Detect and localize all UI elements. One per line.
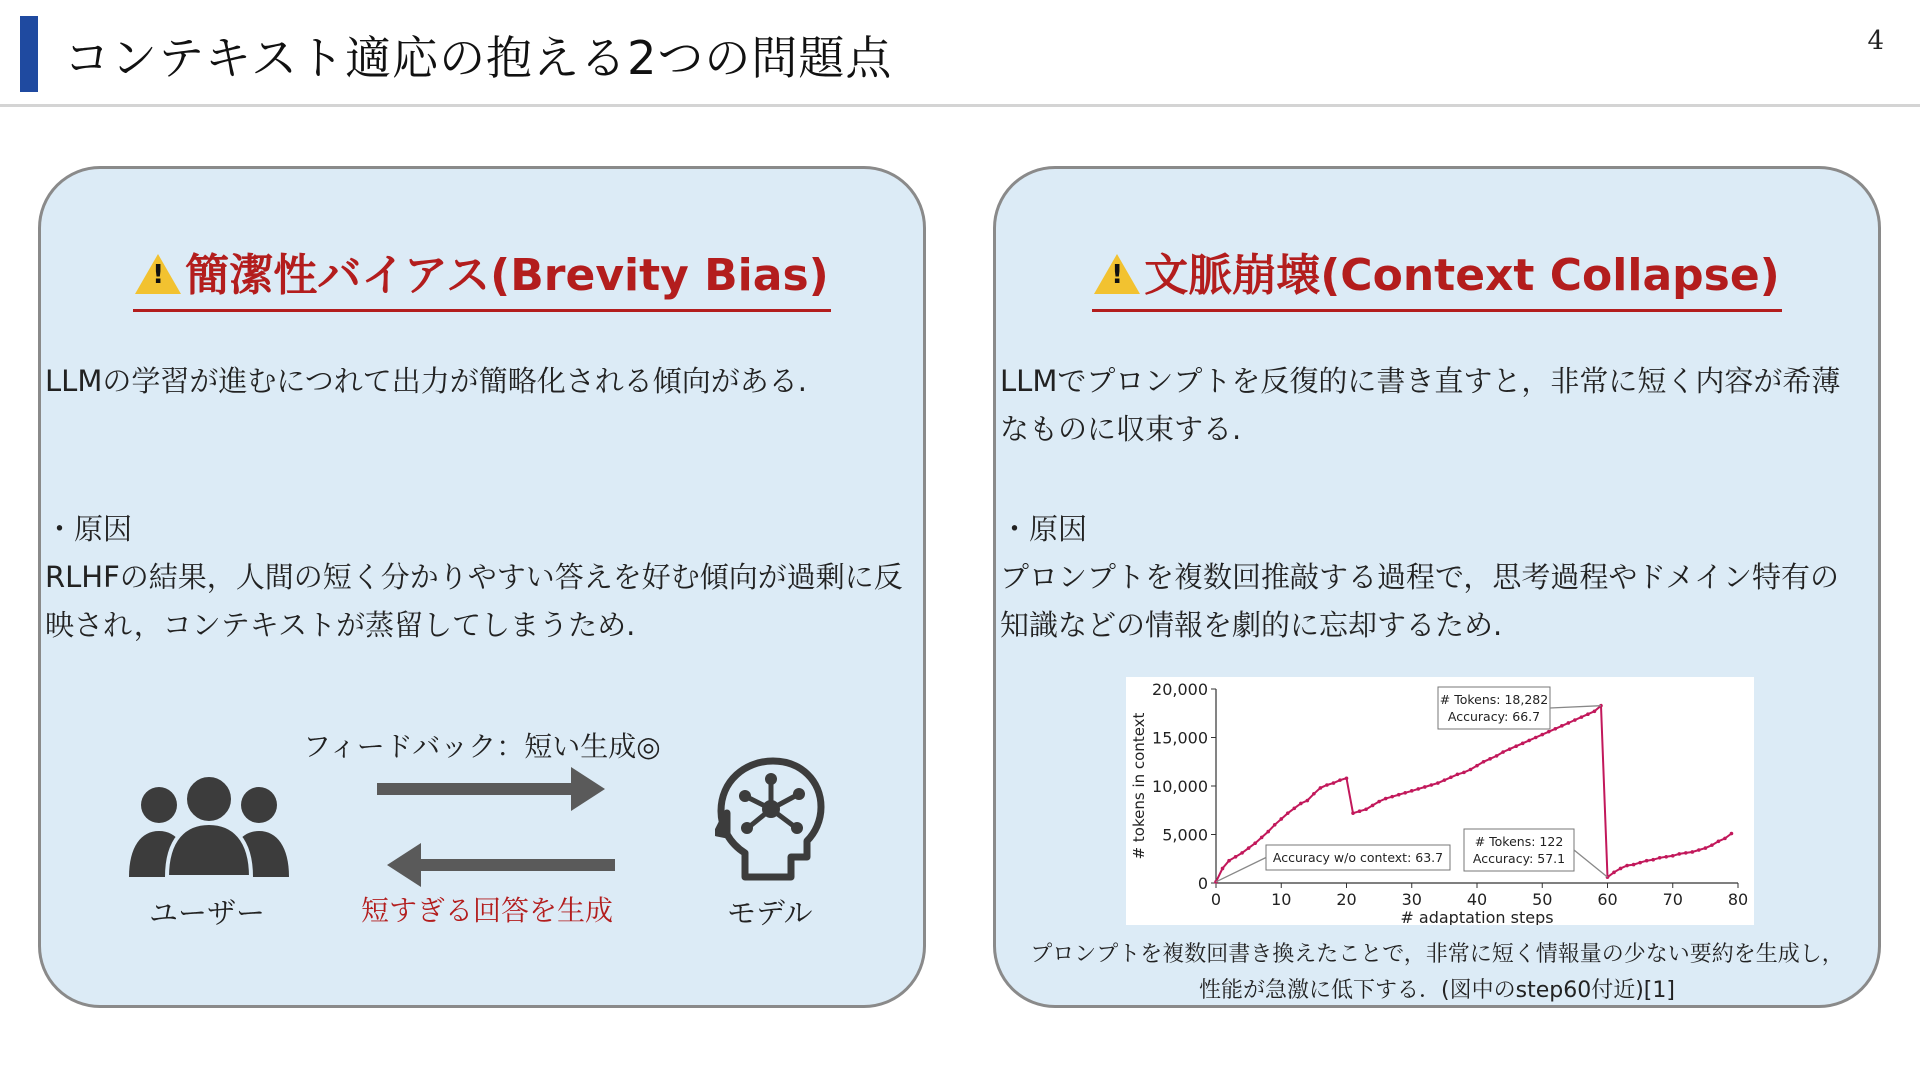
data-point <box>1253 841 1257 845</box>
data-point <box>1247 846 1251 850</box>
data-point <box>1456 773 1460 777</box>
data-point <box>1632 863 1636 867</box>
annotation-text: Accuracy: 66.7 <box>1447 709 1541 724</box>
data-point <box>1482 760 1486 764</box>
data-point <box>1410 789 1414 793</box>
data-point <box>1619 867 1623 871</box>
data-point <box>1534 736 1538 740</box>
annotation-text: Accuracy w/o context: 63.7 <box>1272 850 1444 865</box>
data-point <box>1436 781 1440 785</box>
y-tick-label: 0 <box>1197 874 1208 893</box>
annotation-text: # Tokens: 122 <box>1474 834 1564 849</box>
data-point <box>1221 867 1225 871</box>
data-point <box>1469 768 1473 772</box>
cause-heading: ・原因 <box>45 512 133 546</box>
data-point <box>1508 747 1512 751</box>
x-axis-label: # adaptation steps <box>1400 908 1554 925</box>
data-point <box>1697 848 1701 852</box>
data-point <box>1593 710 1597 714</box>
y-tick-label: 15,000 <box>1152 728 1208 748</box>
data-point <box>1286 811 1290 815</box>
data-point <box>1677 852 1681 856</box>
data-point <box>1312 792 1316 796</box>
data-point <box>1325 783 1329 787</box>
y-tick-label: 20,000 <box>1152 680 1208 699</box>
data-point <box>1351 811 1355 815</box>
data-point <box>1345 776 1349 780</box>
brevity-bias-title <box>41 239 923 312</box>
model-label: モデル <box>727 896 813 930</box>
context-collapse-description: LLMでプロンプトを反復的に書き直すと，非常に短く内容が希薄なものに収束する. <box>1000 364 1841 446</box>
warning-icon: ! <box>1094 254 1140 294</box>
y-tick-label: 5,000 <box>1162 825 1208 845</box>
caption-line-1: プロンプトを複数回書き換えたことで，非常に短く情報量の少ない要約を生成し， <box>1030 942 1844 967</box>
tokens-chart <box>1126 677 1754 925</box>
data-point <box>1651 858 1655 862</box>
x-tick-label: 40 <box>1466 890 1488 909</box>
x-tick-label: 50 <box>1532 890 1553 909</box>
x-tick-label: 60 <box>1597 890 1618 909</box>
cause-heading: ・原因 <box>1000 512 1088 546</box>
data-point <box>1449 775 1453 779</box>
data-point <box>1521 742 1525 746</box>
data-point <box>1430 783 1434 787</box>
data-point <box>1338 778 1342 782</box>
title-accent-bar <box>20 16 38 92</box>
data-point <box>1547 730 1551 734</box>
right-arrow <box>377 783 575 795</box>
data-point <box>1371 804 1375 808</box>
data-point <box>1671 854 1675 858</box>
cause-text: プロンプトを複数回推敲する過程で，思考過程やドメイン特有の知識などの情報を劇的に忘却するため. <box>1000 560 1839 642</box>
cause-text: RLHFの結果，人間の短く分かりやすい答えを好む傾向が過剰に反映され，コンテキストが蒸留してしまうため. <box>45 560 903 642</box>
x-tick-label: 10 <box>1271 890 1292 909</box>
data-point <box>1495 754 1499 758</box>
annotation-text: # Tokens: 18,282 <box>1439 692 1549 707</box>
header-divider <box>0 104 1920 107</box>
warning-icon: ! <box>135 254 181 294</box>
left-arrow <box>417 859 615 871</box>
data-point <box>1488 757 1492 761</box>
ai-head-icon <box>715 757 827 881</box>
data-point <box>1573 718 1577 722</box>
annotation-arrow <box>1574 850 1608 877</box>
chart-caption <box>996 937 1878 1009</box>
data-point <box>1293 807 1297 811</box>
tokens-chart-svg <box>1126 677 1754 925</box>
data-point <box>1664 855 1668 859</box>
data-point <box>1514 744 1518 748</box>
page-title: コンテキスト適応の抱える2つの問題点 <box>64 31 893 85</box>
brevity-bias-cause <box>45 505 909 649</box>
data-point <box>1240 851 1244 855</box>
data-point <box>1273 823 1277 827</box>
caption-line-2: 性能が急激に低下する．(図中のstep60付近)[1] <box>1199 978 1675 1003</box>
brevity-bias-title-text: 簡潔性バイアス(Brevity Bias) <box>185 250 829 301</box>
data-point <box>1384 797 1388 801</box>
data-point <box>1364 807 1368 811</box>
data-point <box>1462 771 1466 775</box>
feedback-arrow-label: フィードバック：短い生成◎ <box>303 730 661 763</box>
data-point <box>1691 850 1695 854</box>
user-label: ユーザー <box>149 896 266 930</box>
context-collapse-title-text: 文脈崩壊(Context Collapse) <box>1144 250 1780 301</box>
data-point <box>1319 786 1323 790</box>
data-point <box>1358 809 1362 813</box>
short-answer-arrow-label: 短すぎる回答を生成 <box>361 894 614 927</box>
data-point <box>1580 715 1584 719</box>
data-point <box>1527 739 1531 743</box>
data-point <box>1299 802 1303 806</box>
y-axis-label: # tokens in context <box>1130 712 1148 860</box>
y-tick-label: 10,000 <box>1152 777 1208 796</box>
data-point <box>1704 846 1708 850</box>
annotation-text: Accuracy: 57.1 <box>1472 851 1566 866</box>
brevity-bias-description: LLMの学習が進むにつれて出力が簡略化される傾向がある. <box>45 364 807 398</box>
context-collapse-panel <box>993 166 1881 1008</box>
x-tick-label: 20 <box>1336 890 1357 909</box>
data-point <box>1266 830 1270 834</box>
context-collapse-cause <box>1000 505 1864 649</box>
data-point <box>1567 721 1571 725</box>
x-tick-label: 80 <box>1727 890 1749 909</box>
x-tick-label: 0 <box>1210 890 1222 909</box>
data-point <box>1684 851 1688 855</box>
data-point <box>1554 727 1558 731</box>
data-point <box>1397 793 1401 797</box>
data-point <box>1645 859 1649 863</box>
data-point <box>1710 843 1714 847</box>
data-point <box>1279 817 1283 821</box>
brevity-bias-panel <box>38 166 926 1008</box>
data-point <box>1306 799 1310 803</box>
x-tick-label: 70 <box>1662 890 1683 909</box>
data-point <box>1560 724 1564 728</box>
context-collapse-title <box>996 239 1878 312</box>
data-point <box>1423 785 1427 789</box>
data-point <box>1586 712 1590 716</box>
data-point <box>1443 778 1447 782</box>
data-point <box>1227 859 1231 863</box>
data-point <box>1612 871 1616 875</box>
data-point <box>1416 787 1420 791</box>
data-point <box>1717 839 1721 843</box>
data-point <box>1638 861 1642 865</box>
data-point <box>1625 864 1629 868</box>
data-point <box>1260 836 1264 840</box>
data-point <box>1723 837 1727 841</box>
x-tick-label: 30 <box>1401 890 1422 909</box>
data-point <box>1332 781 1336 785</box>
page-number: 4 <box>1867 26 1884 56</box>
data-point <box>1501 750 1505 754</box>
data-point <box>1730 832 1734 836</box>
data-point <box>1234 855 1238 859</box>
data-point <box>1377 800 1381 804</box>
data-point <box>1658 856 1662 860</box>
annotation-arrow <box>1550 706 1601 708</box>
data-point <box>1475 764 1479 768</box>
data-point <box>1540 733 1544 737</box>
users-group-icon <box>129 773 289 877</box>
data-point <box>1390 795 1394 799</box>
data-point <box>1403 791 1407 795</box>
